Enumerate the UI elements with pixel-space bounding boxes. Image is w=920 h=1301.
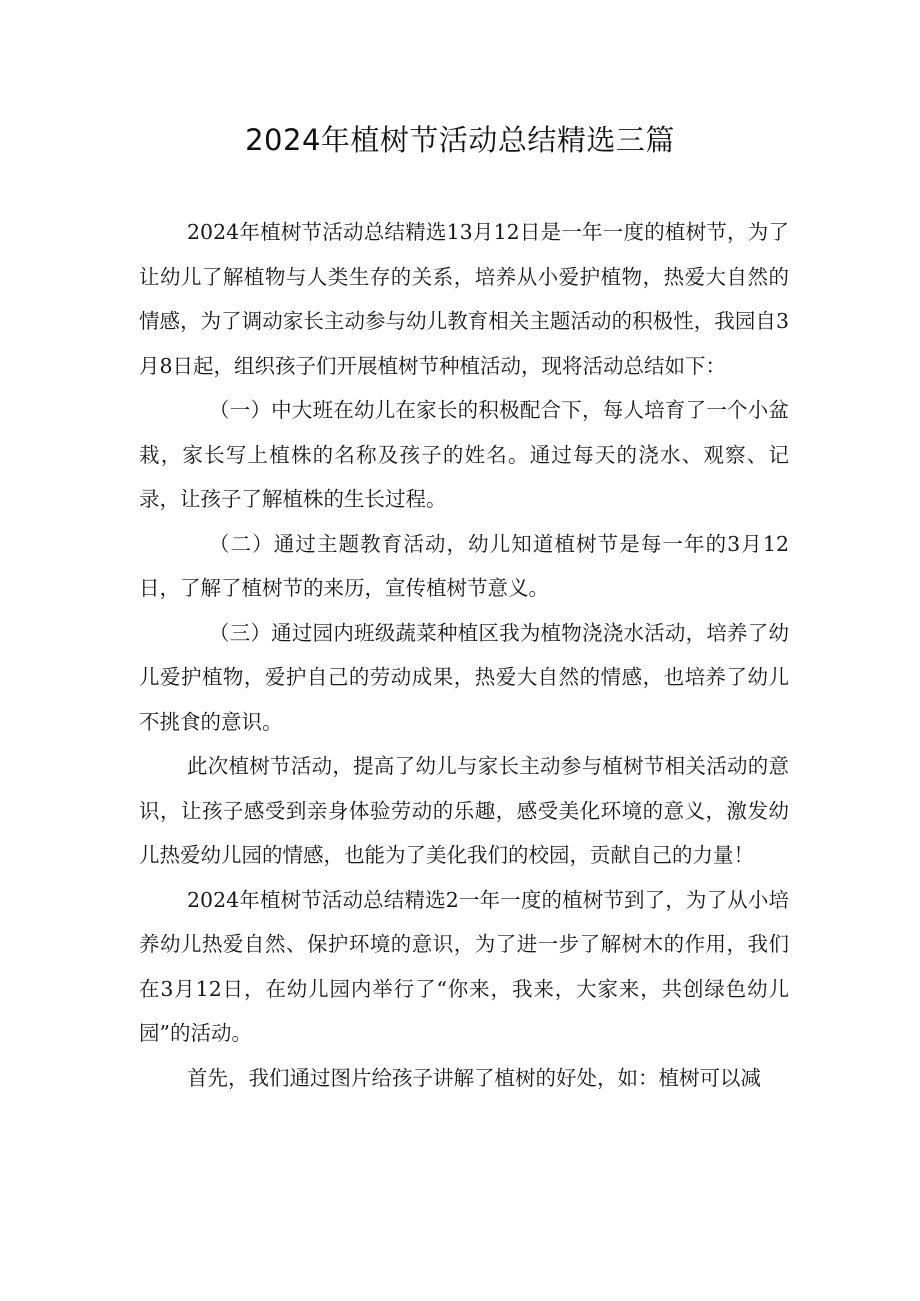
paragraph-item-2: （二）通过主题教育活动，幼儿知道植树节是每一年的3月12日，了解了植树节的来历，宣传植树节意义。 [139,531,789,600]
paragraph-section-2-first: 首先，我们通过图片给孩子讲解了植树的好处，如：植树可以减 [187,1065,761,1090]
paragraph-conclusion: 此次植树节活动，提高了幼儿与家长主动参与植树节相关活动的意识，让孩子感受到亲身体验劳动的乐趣，感受美化环境的意义，激发幼儿热爱幼儿园的情感，也能为了美化我们的校园，贡献自己的力量！ [139,754,789,867]
paragraph-item-1: （一）中大班在幼儿在家长的积极配合下，每人培育了一个小盆栽，家长写上植株的名称及孩子的姓名。通过每天的浇水、观察、记录，让孩子了解植株的生长过程。 [139,398,789,511]
paragraph-item-3: （三）通过园内班级蔬菜种植区我为植物浇浇水活动，培养了幼儿爱护植物，爱护自己的劳动成果，热爱大自然的情感，也培养了幼儿不挑食的意识。 [139,620,789,734]
document-body [139,210,789,1100]
paragraph-intro: 2024年植树节活动总结精选13月12日是一年一度的植树节，为了让幼儿了解植物与人类生存的关系，培养从小爱护植物，热爱大自然的情感，为了调动家长主动参与幼儿教育相关主题活动的积极性，我园自3月8日起，组织孩子们开展植树节种植活动，现将活动总结如下： [139,220,789,378]
document-title: 2024年植树节活动总结精选三篇 [245,123,675,157]
paragraph-section-2-intro: 2024年植树节活动总结精选2一年一度的植树节到了，为了从小培养幼儿热爱自然、保护环境的意识，为了进一步了解树木的作用，我们在3月12日，在幼儿园内举行了“你来，我来，大家来，共创绿色幼儿园”的活动。 [139,887,789,1045]
